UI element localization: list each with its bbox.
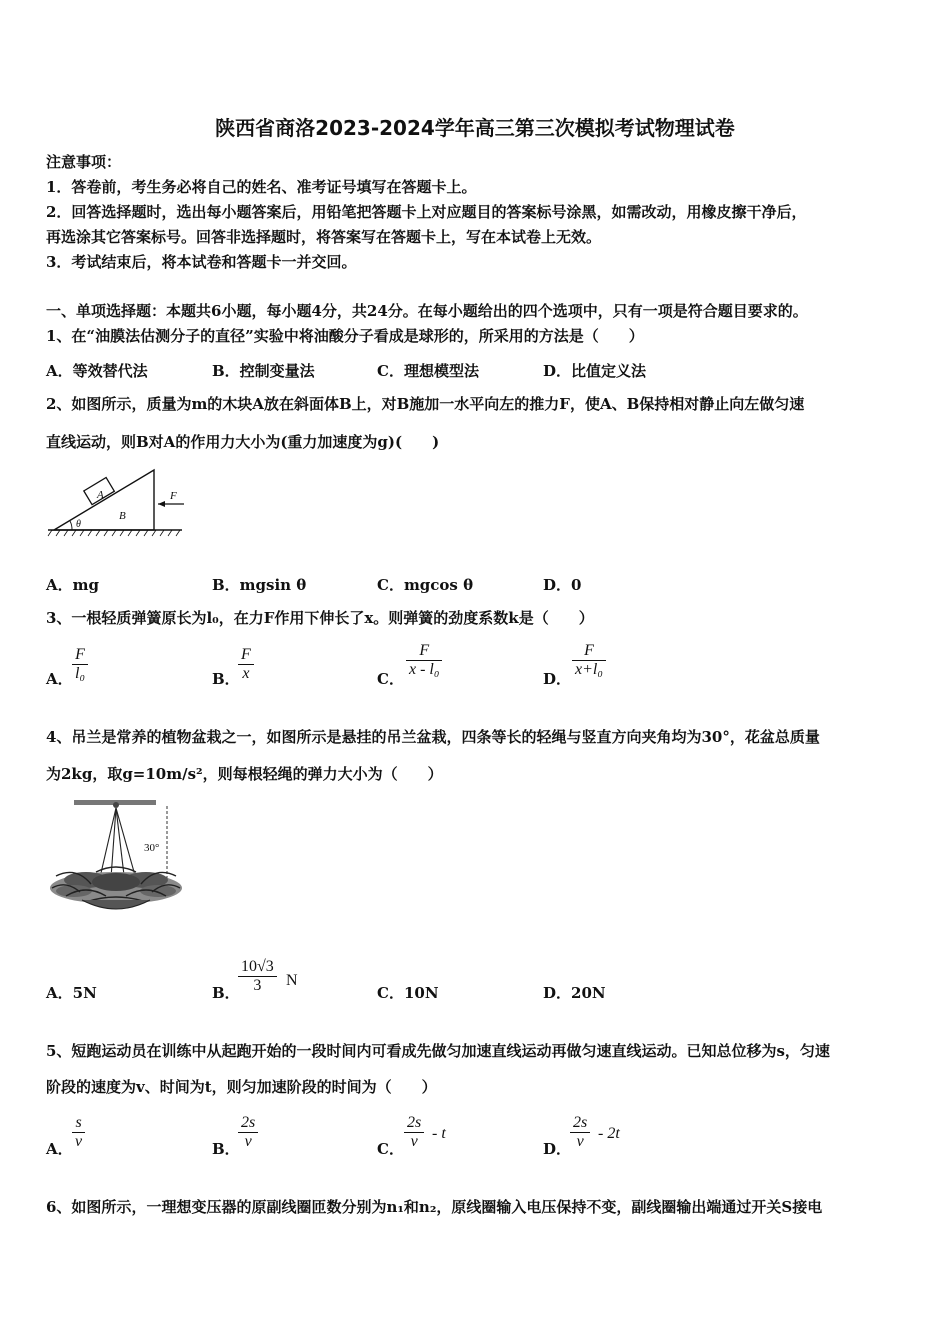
q5-stem-1: 5、短跑运动员在训练中从起跑开始的一段时间内可看成先做匀加速直线运动再做匀速直线运动。已知总位移为s，匀速 xyxy=(46,1042,830,1060)
q5-option-a-label: A． xyxy=(46,1140,73,1158)
q4-option-b-fraction: $\frac{10√3}{3}$ xyxy=(238,958,277,995)
notice-heading: 注意事项： xyxy=(46,153,122,171)
notice-item-2: 2．回答选择题时，选出每小题答案后，用铅笔把答题卡上对应题目的答案标号涂黑，如需改动，用橡皮擦干净后， xyxy=(46,203,807,221)
q2-label-f: F xyxy=(170,490,177,502)
q5-option-b-label: B． xyxy=(212,1140,240,1158)
q2-option-b: B．mgsin θ xyxy=(212,576,307,594)
q3-option-b-label: B． xyxy=(212,670,240,688)
q6-stem: 6、如图所示，一理想变压器的原副线圈匝数分别为n₁和n₂，原线圈输入电压保持不变，副线圈输出端通过开关S接电 xyxy=(46,1198,823,1216)
q5-option-d-fraction: $\frac{2s}{v}$ xyxy=(570,1114,590,1151)
section-heading: 一、单项选择题：本题共6小题，每小题4分，共24分。在每小题给出的四个选项中，只有一项是符合题目要求的。 xyxy=(46,302,808,320)
q2-stem-2: 直线运动，则B对A的作用力大小为(重力加速度为g)( ) xyxy=(46,433,440,451)
notice-item-1: 1．答卷前，考生务必将自己的姓名、准考证号填写在答题卡上。 xyxy=(46,178,477,196)
q4-option-c: C．10N xyxy=(377,984,439,1002)
q5-stem-2: 阶段的速度为v、时间为t，则匀加速阶段的时间为（ ） xyxy=(46,1078,437,1096)
q2-label-a: A xyxy=(97,489,104,501)
q5-option-c-fraction: $\frac{2s}{v}$ xyxy=(404,1114,424,1151)
q3-option-c-label: C． xyxy=(377,670,404,688)
q1-option-a: A．等效替代法 xyxy=(46,362,148,380)
q5-option-d-suffix: - 2t xyxy=(598,1125,620,1142)
q2-incline-figure xyxy=(44,462,194,542)
q1-option-c: C．理想模型法 xyxy=(377,362,479,380)
q5-option-d-label: D． xyxy=(543,1140,572,1158)
q3-option-a-label: A． xyxy=(46,670,73,688)
q5-option-a-fraction: $\frac{s}{v}$ xyxy=(72,1114,85,1151)
q1-option-b: B．控制变量法 xyxy=(212,362,315,380)
q5-option-b-fraction: $\frac{2s}{v}$ xyxy=(238,1114,258,1151)
notice-item-3: 3．考试结束后，将本试卷和答题卡一并交回。 xyxy=(46,253,357,271)
q4-stem-1: 4、吊兰是常养的植物盆栽之一，如图所示是悬挂的吊兰盆栽，四条等长的轻绳与竖直方向夹角均为30°，花盆总质量 xyxy=(46,728,820,746)
q4-option-a: A．5N xyxy=(46,984,97,1002)
q5-option-c-label: C． xyxy=(377,1140,404,1158)
q2-option-c: C．mgcos θ xyxy=(377,576,474,594)
q3-stem: 3、一根轻质弹簧原长为l₀，在力F作用下伸长了x。则弹簧的劲度系数k是（ ） xyxy=(46,609,594,627)
q2-option-a: A．mg xyxy=(46,576,99,594)
q3-option-d-fraction: $\frac{F}{\text{x+l₀}}$ xyxy=(572,642,606,679)
q4-hanging-plant-figure xyxy=(46,796,186,920)
q2-option-d: D．0 xyxy=(543,576,582,594)
q1-stem: 1、在“油膜法估测分子的直径”实验中将油酸分子看成是球形的，所采用的方法是（ ） xyxy=(46,327,644,345)
page-title: 陕西省商洛2023-2024学年高三第三次模拟考试物理试卷 xyxy=(215,116,735,140)
q2-label-b: B xyxy=(119,510,126,522)
q4-option-d: D．20N xyxy=(543,984,606,1002)
q4-angle-label: 30° xyxy=(144,842,160,854)
q1-option-d: D．比值定义法 xyxy=(543,362,647,380)
q3-option-c-fraction: $\frac{F}{\text{x - l₀}}$ xyxy=(406,642,442,679)
q3-option-a-fraction: $\frac{F}{\text{l₀}}$ xyxy=(72,646,88,683)
notice-item-2-cont: 再选涂其它答案标号。回答非选择题时，将答案写在答题卡上，写在本试卷上无效。 xyxy=(46,228,602,246)
q2-label-theta: θ xyxy=(76,519,81,530)
q3-option-b-fraction: $\frac{F}{x}$ xyxy=(238,646,254,683)
q5-option-c-suffix: - t xyxy=(432,1125,446,1142)
q2-stem-1: 2、如图所示，质量为m的木块A放在斜面体B上，对B施加一水平向左的推力F，使A、B保持相对静止向左做匀速 xyxy=(46,395,805,413)
q3-option-d-label: D． xyxy=(543,670,572,688)
q4-option-b-unit: N xyxy=(286,972,298,989)
q4-option-b-label: B． xyxy=(212,984,240,1002)
q4-stem-2: 为2kg，取g=10m/s²，则每根轻绳的弹力大小为（ ） xyxy=(46,765,443,783)
